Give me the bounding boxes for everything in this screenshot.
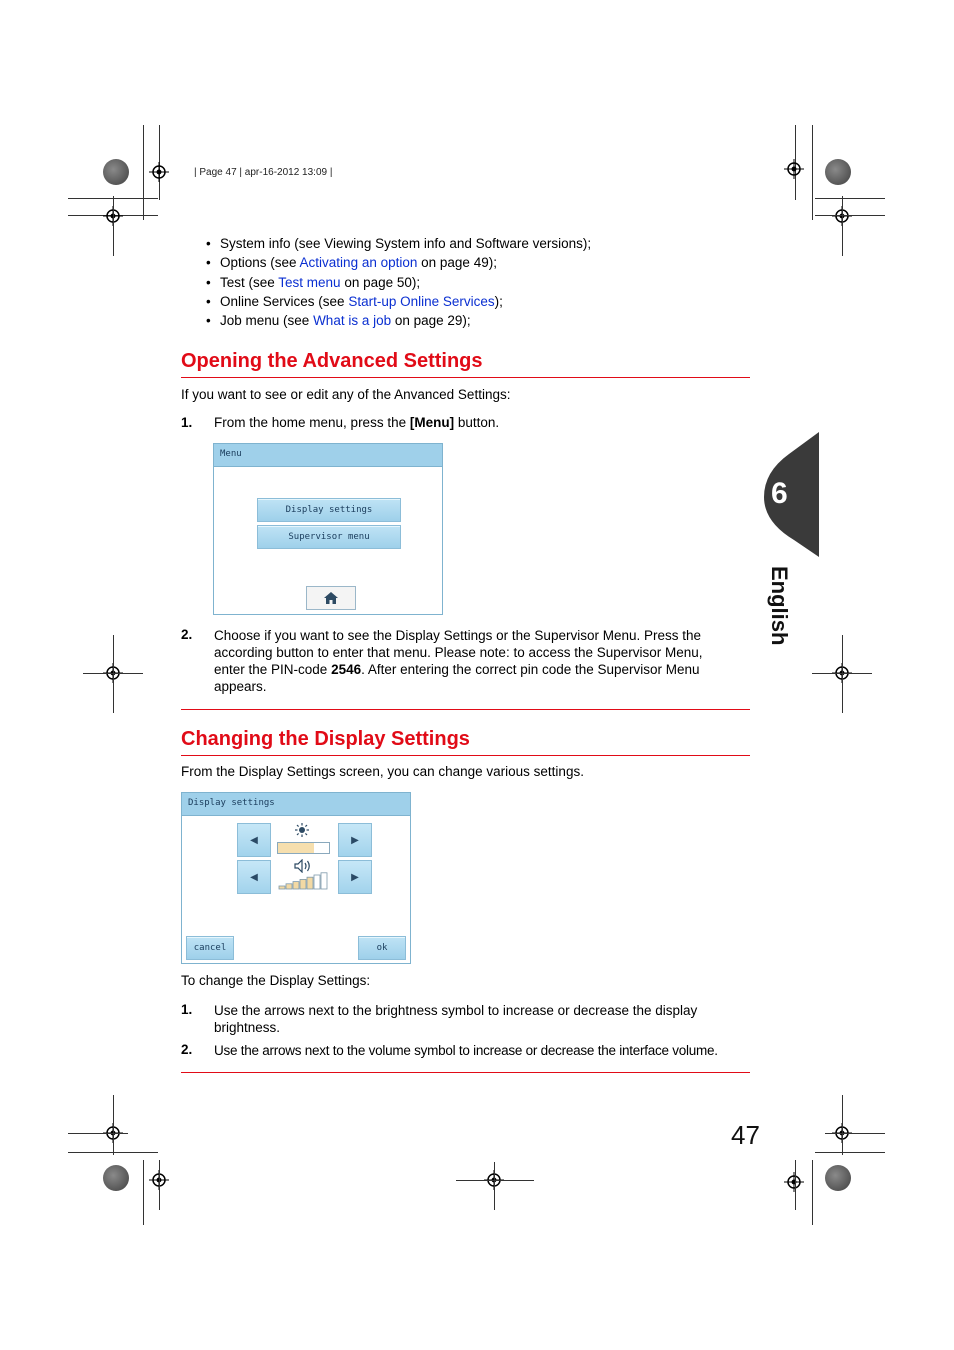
step-number: 2. bbox=[181, 627, 193, 642]
link-activating-option[interactable]: Activating an option bbox=[299, 255, 418, 270]
arrow-left-icon: ◀ bbox=[250, 834, 258, 846]
brightness-fill bbox=[278, 843, 314, 853]
language-label: English bbox=[767, 566, 792, 646]
cancel-button[interactable]: cancel bbox=[186, 936, 234, 960]
volume-level-bars bbox=[278, 872, 330, 890]
step-number: 2. bbox=[181, 1042, 193, 1057]
link-what-is-a-job[interactable]: What is a job bbox=[313, 313, 392, 328]
section-divider bbox=[181, 1072, 750, 1073]
display-settings-button[interactable]: Display settings bbox=[257, 498, 401, 522]
list-item: • System info (see Viewing System info and Software versions); bbox=[206, 236, 592, 251]
arrow-left-icon: ◀ bbox=[250, 871, 258, 883]
registration-target-icon bbox=[149, 162, 169, 182]
arrow-right-icon: ▶ bbox=[351, 871, 359, 883]
brightness-icon bbox=[295, 823, 309, 837]
screen-title-bar bbox=[182, 793, 410, 816]
brightness-increase-button[interactable] bbox=[338, 823, 372, 857]
registration-target-icon bbox=[784, 159, 804, 179]
screen-title-bar bbox=[214, 444, 442, 467]
volume-bar bbox=[286, 884, 292, 889]
step-number: 1. bbox=[181, 1002, 193, 1017]
crop-line bbox=[143, 125, 144, 220]
screen-title: Menu bbox=[220, 449, 242, 459]
brightness-decrease-button[interactable] bbox=[237, 823, 271, 857]
brightness-bar bbox=[277, 842, 330, 854]
heading-rule bbox=[181, 755, 750, 756]
home-icon bbox=[323, 591, 339, 605]
crop-line bbox=[143, 1160, 144, 1225]
step-number: 1. bbox=[181, 415, 193, 430]
step-text: Choose if you want to see the Display Settings or the Supervisor Menu. Press the according button to enter that menu. Please note: to access the Supervisor Menu, enter the PIN-code 2546. After entering the correct pin code the Supervisor Menu appears. bbox=[214, 628, 703, 694]
volume-bar bbox=[314, 875, 320, 889]
heading-rule bbox=[181, 377, 750, 378]
volume-bar bbox=[293, 882, 299, 889]
display-settings-screen bbox=[181, 792, 411, 964]
crop-line bbox=[456, 1180, 534, 1181]
menu-screen bbox=[213, 443, 443, 615]
section-intro: If you want to see or edit any of the Anvanced Settings: bbox=[181, 387, 511, 402]
arrow-right-icon: ▶ bbox=[351, 834, 359, 846]
section-divider bbox=[181, 709, 750, 710]
volume-increase-button[interactable] bbox=[338, 860, 372, 894]
registration-target-icon bbox=[784, 1172, 804, 1192]
supervisor-menu-button[interactable]: Supervisor menu bbox=[257, 525, 401, 549]
crop-line bbox=[113, 635, 114, 713]
registration-dot-icon bbox=[103, 1165, 129, 1191]
step-text: From the home menu, press the [Menu] button. bbox=[214, 415, 500, 430]
crop-line bbox=[815, 1152, 885, 1153]
list-item: • Test (see Test menu on page 50); bbox=[206, 275, 421, 290]
crop-line bbox=[842, 1095, 843, 1155]
section-heading-display-settings: Changing the Display Settings bbox=[181, 728, 470, 750]
crop-line bbox=[68, 1133, 128, 1134]
chapter-number: 6 bbox=[771, 477, 788, 510]
screen-title: Display settings bbox=[188, 798, 275, 808]
list-item: • Online Services (see Start-up Online Services); bbox=[206, 294, 503, 309]
link-online-services[interactable]: Start-up Online Services bbox=[348, 294, 495, 309]
crop-line bbox=[842, 196, 843, 256]
list-item: • Options (see Activating an option on page 49); bbox=[206, 255, 497, 270]
volume-icon bbox=[294, 859, 312, 873]
registration-dot-icon bbox=[825, 1165, 851, 1191]
volume-bar bbox=[321, 873, 327, 889]
step-text: Use the arrows next to the volume symbol to increase or decrease the interface volume. bbox=[214, 1043, 718, 1058]
ok-button[interactable]: ok bbox=[358, 936, 406, 960]
page-number: 47 bbox=[731, 1120, 760, 1150]
volume-bar bbox=[279, 886, 285, 889]
volume-decrease-button[interactable] bbox=[237, 860, 271, 894]
crop-line bbox=[815, 198, 885, 199]
home-button[interactable] bbox=[306, 586, 356, 610]
volume-bar bbox=[300, 879, 306, 889]
section-intro: From the Display Settings screen, you can change various settings. bbox=[181, 764, 584, 779]
crop-line bbox=[825, 1133, 885, 1134]
crop-line bbox=[815, 215, 885, 216]
crop-line bbox=[159, 1160, 160, 1210]
list-item: • Job menu (see What is a job on page 29); bbox=[206, 313, 471, 328]
step-text: Use the arrows next to the brightness symbol to increase or decrease the display brightness. bbox=[214, 1003, 698, 1035]
crop-line bbox=[68, 1152, 158, 1153]
crop-line bbox=[494, 1162, 495, 1210]
crop-line bbox=[113, 1095, 114, 1155]
crop-line bbox=[795, 1160, 796, 1210]
crop-line bbox=[842, 635, 843, 713]
crop-line bbox=[113, 196, 114, 256]
crop-line bbox=[83, 673, 143, 674]
menu-options-list bbox=[206, 236, 746, 336]
section-heading-advanced-settings: Opening the Advanced Settings bbox=[181, 350, 483, 372]
link-test-menu[interactable]: Test menu bbox=[278, 275, 341, 290]
volume-bar bbox=[307, 877, 313, 889]
crop-line bbox=[812, 673, 872, 674]
crop-line bbox=[812, 1160, 813, 1225]
instructions-intro: To change the Display Settings: bbox=[181, 973, 371, 988]
crop-line bbox=[812, 125, 813, 220]
registration-dot-icon bbox=[825, 159, 851, 185]
registration-dot-icon bbox=[103, 159, 129, 185]
print-header: | Page 47 | apr-16-2012 13:09 | bbox=[194, 167, 333, 178]
